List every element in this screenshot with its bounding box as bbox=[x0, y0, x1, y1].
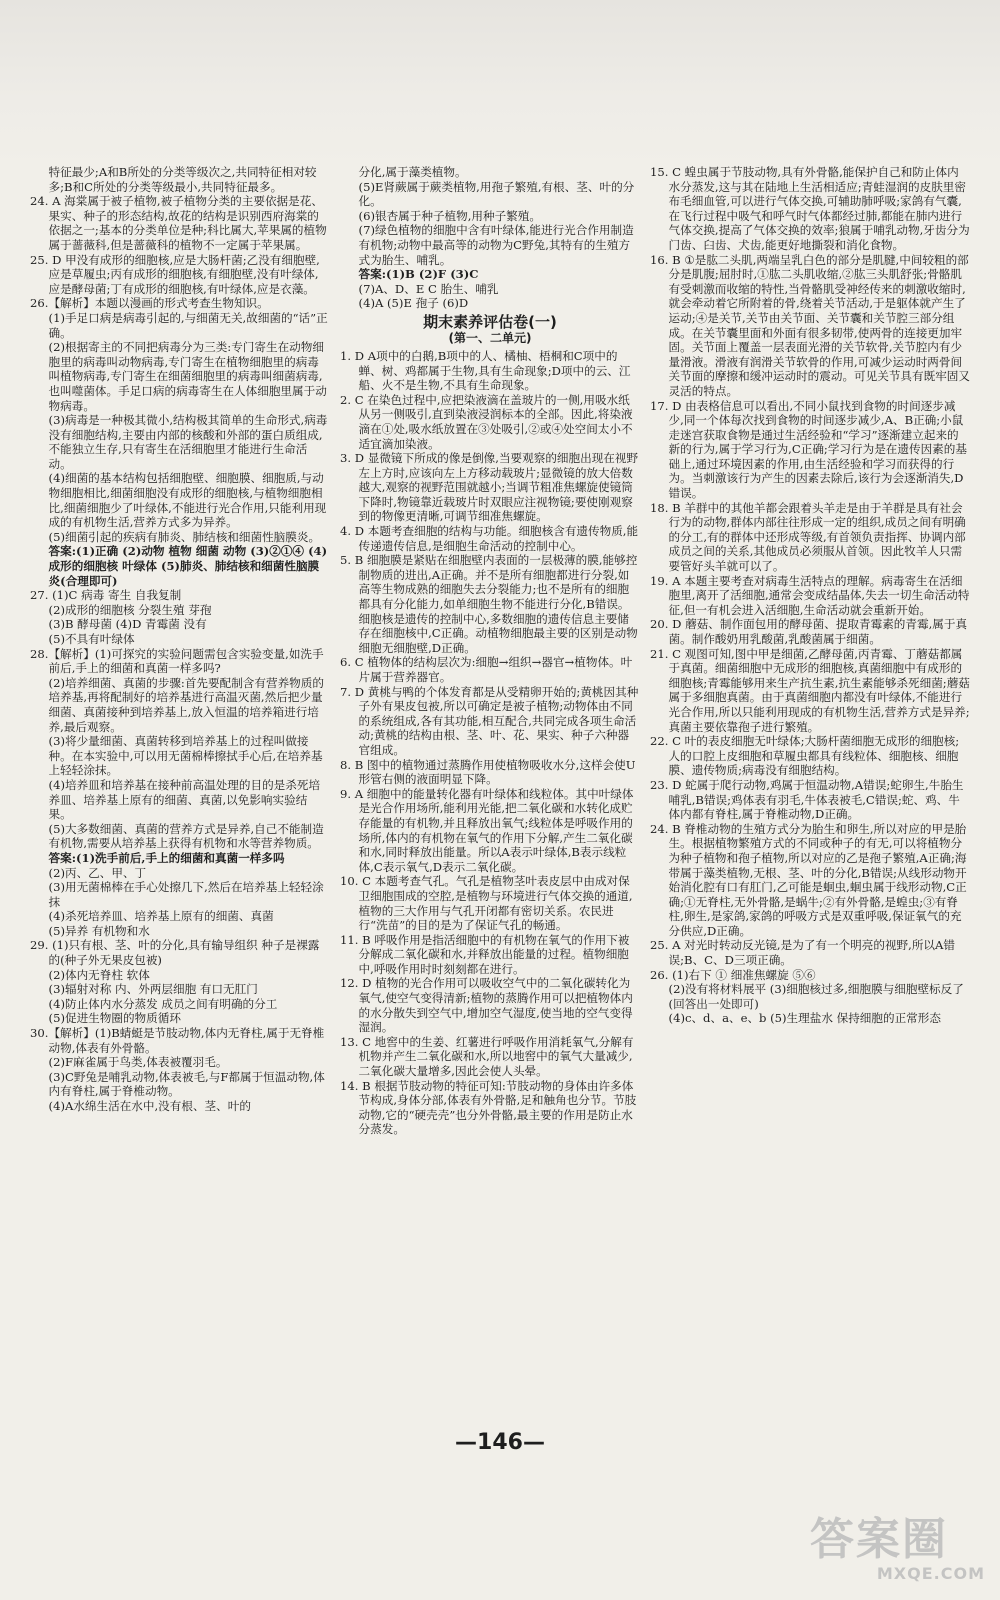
answer-item: 26. (1)右下 ① 细准焦螺旋 ⑤⑥ bbox=[650, 967, 816, 982]
answer-item: (5)异养 有机物和水 bbox=[48, 923, 150, 938]
answer-item: 15. C 蝗虫属于节肢动物,具有外骨骼,能保护自己和防止体内水分蒸发,这与其在陆地上生活相适应;青蛙湿润的皮肤里密布毛细血管,可以进行气体交换,可辅助肺呼吸;家鸽有气囊,在飞行过程中吸气和呼气时气体都经过肺,都能在肺内进行气体交换,提高了气体交换的效率;狼属于哺乳动物,牙齿分为门齿、臼齿、犬齿,能更好地撕裂和消化食物。 bbox=[650, 165, 970, 252]
answer-item: 17. D 由表格信息可以看出,不同小鼠找到食物的时间逐步减少,同一个体每次找到食物的时间逐步减少,A、B正确;小鼠走迷宫获取食物是通过生活经验和“学习”逐渐建立起来的新的行为,属于学习行为,C正确;学习行为是在遗传因素的基础上,通过环境因素的作用,由生活经验和学习而获得的行为。当刺激该行为产生的因素去除后,该行为会逐渐消失,D错误。 bbox=[650, 398, 967, 501]
answer-item: 12. D 植物的光合作用可以吸收空气中的二氧化碳转化为氧气,使空气变得清新;植物的蒸腾作用可以把植物体内的水分散失到空气中,增加空气湿度,使当地的空气变得湿润。 bbox=[340, 976, 633, 1035]
answer-item: 30.【解析】(1)B蜻蜓是节肢动物,体内无脊柱,属于无脊椎动物,体表有外骨骼。 bbox=[30, 1026, 325, 1055]
section-subtitle: (第一、二单元) bbox=[448, 330, 532, 345]
section-title: 期末素养评估卷(一) bbox=[423, 312, 557, 331]
page-header-band bbox=[0, 0, 1000, 165]
answer-item: (5)细菌引起的疾病有肺炎、肺结核和细菌性脑膜炎。 bbox=[48, 529, 321, 544]
answer-item: (3)B 酵母菌 (4)D 青霉菌 没有 bbox=[48, 617, 207, 632]
column-middle bbox=[340, 165, 640, 1415]
answer-item: (7)绿色植物的细胞中含有叶绿体,能进行光合作用制造有机物;动物中最高等的动物为C野兔,其特有的生殖方式为胎生、哺乳。 bbox=[358, 223, 634, 267]
answer-item: 7. D 黄桃与鸭的个体发育都是从受精卵开始的;黄桃因其种子外有果皮包被,所以可确定是被子植物;动物体由不同的系统组成,各有其功能,相互配合,共同完成各项生命活动;黄桃的结构由根、茎、叶、花、果实、种子六种器官组成。 bbox=[340, 684, 639, 757]
answer-item: 22. C 叶的表皮细胞无叶绿体;大肠杆菌细胞无成形的细胞核;人的口腔上皮细胞和草履虫都具有线粒体、细胞核、细胞膜、遗传物质;病毒没有细胞结构。 bbox=[650, 734, 960, 778]
answer-item: 11. B 呼吸作用是指活细胞中的有机物在氧气的作用下被分解成二氧化碳和水,并释放出能量的过程。植物细胞中,呼吸作用时时刻刻都在进行。 bbox=[340, 932, 630, 976]
answer-item: (7)A、D、E C 胎生、哺乳 bbox=[358, 281, 499, 296]
answer-item: (5)E肾蕨属于蕨类植物,用孢子繁殖,有根、茎、叶的分化。 bbox=[358, 179, 635, 209]
answer-item: (4)c、d、a、e、b (5)生理盐水 保持细胞的正常形态 bbox=[668, 1011, 941, 1026]
answer-item: 4. D 本题考查细胞的结构与功能。细胞核含有遗传物质,能传递遗传信息,是细胞生命活动的控制中心。 bbox=[340, 524, 639, 553]
answer-item: (4)A (5)E 孢子 (6)D bbox=[358, 296, 469, 311]
watermark-logo bbox=[810, 1515, 985, 1595]
answer-item: (3)C野兔是哺乳动物,体表被毛,与F都属于恒温动物,体内有脊柱,属于脊椎动物。 bbox=[48, 1069, 325, 1099]
watermark-text: 答案圈 bbox=[810, 1514, 948, 1565]
answer-item: 28.【解析】(1)可探究的实验问题需包含实验变量,如洗手前后,手上的细菌和真菌一样多吗? bbox=[30, 646, 324, 676]
answer-item: 25. A 对光时转动反光镜,是为了有一个明亮的视野,所以A错误;B、C、D三项正确。 bbox=[650, 938, 955, 968]
answer-item: (6)银杏属于种子植物,用种子繁殖。 bbox=[358, 208, 541, 223]
answer-item: 3. D 显微镜下所成的像是倒像,当要观察的细胞出现在视野左上方时,应该向左上方移动载玻片;显微镜的放大倍数越大,观察的视野范围就越小;当调节粗准焦螺旋使镜筒下降时,物镜靠近载玻片时双眼应注视物镜;要使刚观察到的物像更清晰,可调节细准焦螺旋。 bbox=[340, 451, 639, 524]
answer-item: 24. B 脊椎动物的生殖方式分为胎生和卵生,所以对应的甲是胎生。根据植物繁殖方式的不同或种子的有无,可以将植物分为种子植物和孢子植物,所以对应的乙是孢子繁殖,A正确;海带属于藻类植物,无根、茎、叶的分化,B错误;从线形动物开始消化腔有口有肛门,乙可能是蛔虫,蛔虫属于线形动物,C正确;①无脊柱,无外骨骼,是蜗牛;②有外骨骼,是蝗虫;③有脊柱,卵生,是家鸽,家鸽的呼吸方式是双重呼吸,保证氧气的充分供应,D正确。 bbox=[650, 821, 967, 938]
answer-item: 特征最少;A和B所处的分类等级次之,共同特征相对较多;B和C所处的分类等级最小,共同特征最多。 bbox=[48, 165, 317, 194]
answer-item: 25. D 甲没有成形的细胞核,应是大肠杆菌;乙没有细胞壁,应是草履虫;丙有成形的细胞核,有细胞壁,没有叶绿体,应是酵母菌;丁有成形的细胞核,有叶绿体,应是衣藻。 bbox=[30, 252, 320, 296]
answer-item: (5)促进生物圈的物质循环 bbox=[48, 1011, 181, 1026]
answer-item: 8. B 图中的植物通过蒸腾作用使植物吸收水分,这样会使U形管右侧的液面明显下降。 bbox=[340, 757, 636, 787]
answer-item: (3)用无菌棉棒在手心处擦几下,然后在培养基上轻轻涂抹 bbox=[48, 880, 324, 909]
answer-item: (5)大多数细菌、真菌的营养方式是异养,自己不能制造有机物,需要从培养基上获得有机物和水等营养物质。 bbox=[48, 821, 324, 851]
answer-item: (4)防止体内水分蒸发 成员之间有明确的分工 bbox=[48, 996, 278, 1011]
answer-item: (4)A水绵生活在水中,没有根、茎、叶的 bbox=[48, 1099, 251, 1113]
page-number: —146— bbox=[455, 1430, 545, 1455]
answer-item: 14. B 根据节肢动物的特征可知:节肢动物的身体由许多体节构成,身体分部,体表有外骨骼,足和触角也分节。节肢动物,它的“硬壳壳”也分外骨骼,最主要的作用是防止水分蒸发。 bbox=[340, 1078, 637, 1137]
answer-item: (2)培养细菌、真菌的步骤:首先要配制含有营养物质的培养基,再将配制好的培养基进行高温灭菌,然后把少量细菌、真菌接种到培养基上,放入恒温的培养箱进行培养,最后观察。 bbox=[48, 675, 324, 734]
answer-item: (3)将少量细菌、真菌转移到培养基上的过程叫做接种。在本实验中,可以用无菌棉棒擦拭手心后,在培养基上轻轻涂抹。 bbox=[48, 734, 323, 778]
answer-item: 23. D 蛇属于爬行动物,鸡属于恒温动物,A错误;蛇卵生,牛胎生哺乳,B错误;鸡体表有羽毛,牛体表被毛,C错误;蛇、鸡、牛体内都有脊柱,属于脊椎动物,D正确。 bbox=[650, 777, 964, 822]
answer-item: (2)丙、乙、甲、丁 bbox=[48, 865, 147, 880]
answer-item: (4)培养皿和培养基在接种前高温处理的目的是杀死培养皿、培养基上原有的细菌、真菌,以免影响实验结果。 bbox=[48, 777, 321, 822]
answer-item: (3)病毒是一种极其微小,结构极其简单的生命形式,病毒没有细胞结构,主要由内部的核酸和外部的蛋白质组成,不能独立生存,只有寄生在活细胞里才能进行生命活动。 bbox=[48, 413, 328, 471]
answer-item: 6. C 植物体的结构层次为:细胞→组织→器官→植物体。叶片属于营养器官。 bbox=[340, 655, 633, 684]
answer-item: 13. C 地窖中的生姜、红薯进行呼吸作用消耗氧气,分解有机物并产生二氧化碳和水,所以地窖中的氧气大量减少,二氧化碳大量增多,因此会使人头晕。 bbox=[340, 1034, 634, 1079]
watermark-url: MXQE.COM bbox=[876, 1564, 985, 1583]
answer-item: 20. D 蘑菇、制作面包用的酵母菌、提取青霉素的青霉,属于真菌。制作酸奶用乳酸菌,乳酸菌属于细菌。 bbox=[650, 617, 968, 646]
answer-item: 29. (1)只有根、茎、叶的分化,具有输导组织 种子是裸露的(种子外无果皮包被) bbox=[30, 938, 320, 968]
answer-item: 19. A 本题主要考查对病毒生活特点的理解。病毒寄生在活细胞里,离开了活细胞,通常会变成结晶体,失去一切生命活动特征,但一有机会进入活细胞,生命活动就会重新开始。 bbox=[650, 573, 970, 617]
answer-item: 分化,属于藻类植物。 bbox=[358, 165, 467, 179]
answer-item: 21. C 观图可知,图中甲是细菌,乙酵母菌,丙青霉、丁蘑菇都属于真菌。细菌细胞中无成形的细胞核,真菌细胞中有成形的细胞核;青霉能够用来生产抗生素,抗生素能够杀死细菌;蘑菇属于多细胞真菌。由于真菌细胞内都没有叶绿体,不能进行光合作用,所以只能利用现成的有机物生活,营养方式是异养;真菌主要依靠孢子进行繁殖。 bbox=[650, 646, 970, 734]
answer-item: (5)不具有叶绿体 bbox=[48, 632, 135, 646]
answer-item: 24. A 海棠属于被子植物,被子植物分类的主要依据是花、果实、种子的形态结构,故花的结构是识别西府海棠的依据之一;基本的分类单位是种;科比属大,苹果属的植物属于蔷薇科,但是蔷薇科的植物不一定属于苹果属。 bbox=[30, 194, 327, 252]
column-left bbox=[30, 165, 330, 1415]
answer-item: 5. B 细胞膜是紧贴在细胞壁内表面的一层极薄的膜,能够控制物质的进出,A正确。并不是所有细胞都进行分裂,如高等生物成熟的细胞失去分裂能力;也不是所有的细胞都具有分化能力,如单细胞生物不能进行分化,B错误。细胞核是遗传的控制中心,多数细胞的遗传信息主要储存在细胞核中,C正确。动植物细胞最主要的区别是动物细胞无细胞壁,D正确。 bbox=[340, 553, 638, 655]
answer-item: 10. C 本题考查气孔。气孔是植物茎叶表皮层中由成对保卫细胞围成的空腔,是植物与环境进行气体交换的通道,植物的三大作用与气孔开闭都有密切关系。农民进行“洗苗”的目的是为了保证气孔的畅通。 bbox=[340, 874, 633, 933]
answer-item: 26.【解析】本题以漫画的形式考查生物知识。 bbox=[30, 296, 269, 311]
answer-item: (2)F麻雀属于鸟类,体表被覆羽毛。 bbox=[48, 1055, 228, 1070]
column-right bbox=[650, 165, 970, 1415]
answer-item: (2)根据寄主的不同把病毒分为三类:专门寄生在动物细胞里的病毒叫动物病毒,专门寄生在植物细胞里的病毒叫植物病毒,专门寄生在细菌细胞里的病毒叫细菌病毒,也叫噬菌体。手足口病的病毒寄生在人体细胞里属于动物病毒。 bbox=[48, 340, 327, 413]
answer-item: (2)没有将材料展平 (3)细胞核过多,细胞膜与细胞壁标反了(回答出一处即可) bbox=[668, 982, 964, 1011]
answer-item: (4)细菌的基本结构包括细胞壁、细胞膜、细胞质,与动物细胞相比,细菌细胞没有成形的细胞核,与植物细胞相比,细菌细胞少了叶绿体,不能进行光合作用,只能利用现成的有机物生活,营养方式多为异养。 bbox=[48, 471, 327, 530]
answer-item: (3)辐射对称 内、外两层细胞 有口无肛门 bbox=[48, 982, 258, 997]
answer-item: 27. (1)C 病毒 寄生 自我复制 bbox=[30, 588, 182, 603]
answer-item: 9. A 细胞中的能量转化器有叶绿体和线粒体。其中叶绿体是光合作用场所,能利用光能,把二氧化碳和水转化成贮存能量的有机物,并且释放出氧气;线粒体是呼吸作用的场所,体内的有机物在氧气的作用下分解,产生二氧化碳和水,同时释放出能量。所以A表示叶绿体,B表示线粒体,C表示氧气,D表示二氧化碳。 bbox=[340, 786, 634, 874]
answer-item: 答案:(1)B (2)F (3)C bbox=[358, 267, 479, 282]
answer-item: 18. B 羊群中的其他羊都会跟着头羊走是由于羊群是具有社会行为的动物,群体内部往往形成一定的组织,成员之间有明确的分工,有的群体中还形成等级,有首领负责指挥、协调内部成员之间的关系,其他成员必须服从首领。因此牧羊人只需要管好头羊就可以了。 bbox=[650, 500, 966, 574]
answer-item: (1)手足口病是病毒引起的,与细菌无关,故细菌的“话”正确。 bbox=[48, 310, 328, 340]
answer-item: 答案:(1)洗手前后,手上的细菌和真菌一样多吗 bbox=[48, 850, 285, 865]
answer-item: 2. C 在染色过程中,应把染液滴在盖玻片的一侧,用吸水纸从另一侧吸引,直到染液浸润标本的全部。因此,将染液滴在①处,吸水纸放置在③处吸引,②或④处空间太小不适宜滴加染液。 bbox=[340, 392, 633, 451]
answer-item: (4)杀死培养皿、培养基上原有的细菌、真菌 bbox=[48, 909, 274, 924]
answer-item: 16. B ①是肱二头肌,两端呈乳白色的部分是肌腱,中间较粗的部分是肌腹;屈肘时,①肱二头肌收缩,②肱三头肌舒张;骨骼肌有受刺激而收缩的特性,当骨骼肌受神经传来的刺激收缩时,就会牵动着它所附着的骨,绕着关节活动,于是躯体就产生了运动;④是关节,关节由关节面、关节囊和关节腔三部分组成。在关节囊里面和外面有很多韧带,使两骨的连接更加牢固。关节面上覆盖一层表面光滑的关节软骨,关节腔内有少量滑液。滑液有润滑关节软骨的作用,可减少运动时两骨间关节面的摩擦和缓冲运动时的震动。可见关节具有既牢固又灵活的特点。 bbox=[650, 252, 970, 398]
answer-item: 1. D A项中的白鹅,B项中的人、橘柚、梧桐和C项中的蝉、树、鸡都属于生物,具有生命现象;D项中的云、江船、火不是生物,不具有生命现象。 bbox=[340, 348, 631, 393]
answer-item: (2)成形的细胞核 分裂生殖 芽孢 bbox=[48, 602, 212, 617]
answer-item: 答案:(1)正确 (2)动物 植物 细菌 动物 (3)②①④ (4)成形的细胞核 叶绿体 (5)肺炎、肺结核和细菌性脑膜炎(合理即可) bbox=[48, 544, 328, 588]
answer-item: (2)体内无脊柱 软体 bbox=[48, 967, 150, 982]
